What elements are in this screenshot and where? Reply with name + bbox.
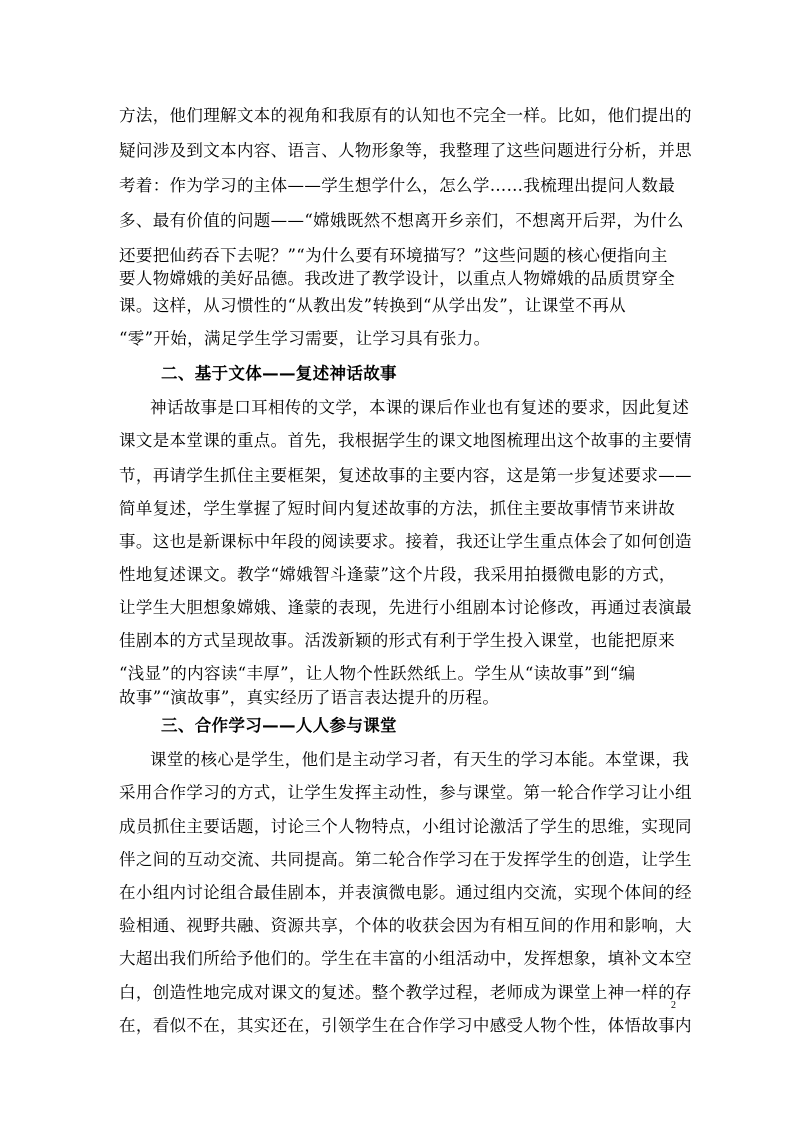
body-text-line: 性地复述课文。教学“嫦娥智斗逢蒙”这个片段，我采用拍摄微电影的方式， (119, 565, 676, 584)
body-text-line: 成员抓住主要话题，讨论三个人物特点，小组讨论激活了学生的思维，实现同 (119, 817, 692, 836)
body-text-line: 让学生大胆想象嫦娥、逢蒙的表现，先进行小组剧本讨论修改，再通过表演最 (119, 598, 692, 617)
body-text-line: 伴之间的互动交流、共同提高。第二轮合作学习在于发挥学生的创造，让学生 (119, 850, 692, 869)
body-text-line: “浅显”的内容读“丰厚”，让人物个性跃然纸上。学生从“读故事”到“编 (119, 664, 636, 683)
body-text-line: 验相通、视野共融、资源共享，个体的收获会因为有相互间的作用和影响，大 (119, 916, 692, 935)
body-text-line: 佳剧本的方式呈现故事。活泼新颖的形式有利于学生投入课堂，也能把原来 (119, 631, 676, 650)
body-text-line: 要人物嫦娥的美好品德。我改进了教学设计，以重点人物嫦娥的品质贯穿全 (119, 269, 676, 288)
body-text-line: 大超出我们所给予他们的。学生在丰富的小组活动中，发挥想象，填补文本空 (119, 949, 692, 968)
body-text-line: 白，创造性地完成对课文的复述。整个教学过程，老师成为课堂上神一样的存 (119, 983, 692, 1002)
body-text-line: 疑问涉及到文本内容、语言、人物形象等，我整理了这些问题进行分析，并思 (119, 141, 692, 160)
body-text-line: 课文是本堂课的重点。首先，我根据学生的课文地图梳理出这个故事的主要情 (119, 431, 692, 450)
body-text-line: 在小组内讨论组合最佳剧本，并表演微电影。通过组内交流，实现个体间的经 (119, 883, 692, 902)
body-text-line: 节，再请学生抓住主要框架，复述故事的主要内容，这是第一步复述要求—— (119, 466, 692, 485)
body-text-line: 采用合作学习的方式，让学生发挥主动性，参与课堂。第一轮合作学习让小组 (119, 783, 692, 802)
section-heading-2: 二、基于文体——复述神话故事 (161, 364, 397, 383)
body-text-line: “零”开始，满足学生学习需要，让学习具有张力。 (119, 329, 491, 348)
page-number: 2 (671, 1000, 676, 1011)
body-text-line: 多、最有价值的问题——“嫦娥既然不想离开乡亲们，不想离开后羿，为什么 (119, 211, 684, 230)
body-text-line: 故事”“演故事”，真实经历了语言表达提升的历程。 (119, 688, 500, 707)
section-heading-3: 三、合作学习——人人参与课堂 (161, 716, 397, 735)
body-text-line: 在，看似不在，其实还在，引领学生在合作学习中感受人物个性，体悟故事内 (119, 1016, 692, 1035)
body-text-line: 方法，他们理解文本的视角和我原有的认知也不完全一样。比如，他们提出的 (119, 106, 692, 125)
body-text-line: 还要把仙药吞下去呢？”“为什么要有环境描写？”这些问题的核心便指向主 (119, 246, 668, 265)
body-text-line: 课。这样，从习惯性的“从教出发”转换到“从学出发”，让课堂不再从 (119, 296, 626, 315)
body-text-line: 简单复述，学生掌握了短时间内复述故事的方法，抓住主要故事情节来讲故 (119, 499, 676, 518)
body-text-line: 事。这也是新课标中年段的阅读要求。接着，我还让学生重点体会了如何创造 (119, 532, 692, 551)
paragraph-first-line: 课堂的核心是学生，他们是主动学习者，有天生的学习本能。本堂课，我 (150, 750, 690, 769)
body-text-line: 考着：作为学习的主体——学生想学什么，怎么学……我梳理出提问人数最 (119, 176, 676, 195)
paragraph-first-line: 神话故事是口耳相传的文学，本课的课后作业也有复述的要求，因此复述 (150, 398, 690, 417)
